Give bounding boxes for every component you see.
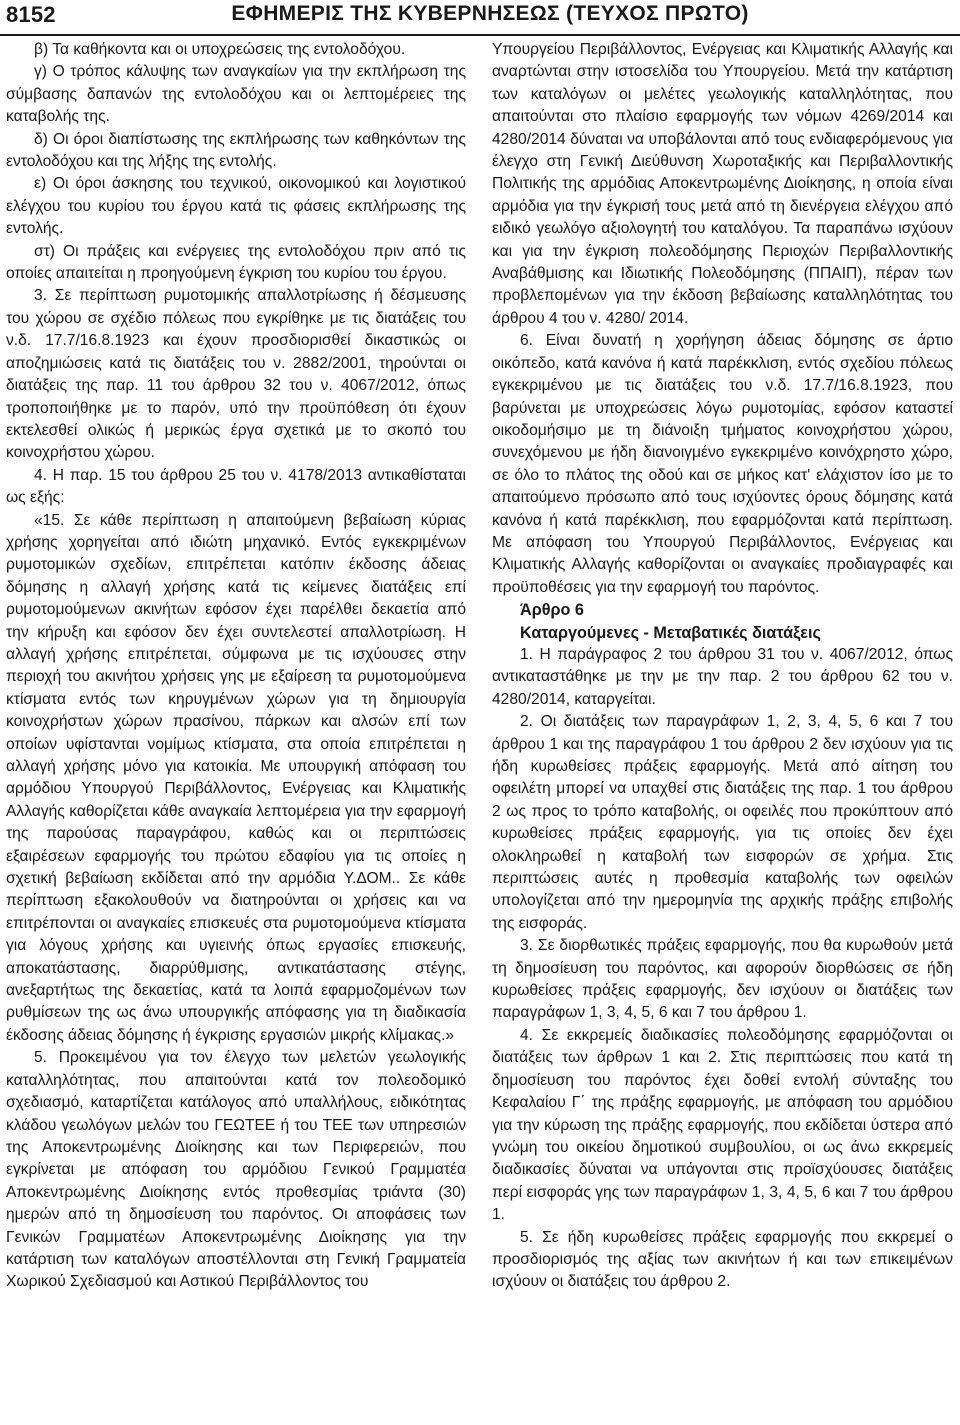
gazette-title: ΕΦΗΜΕΡΙΣ ΤΗΣ ΚΥΒΕΡΝΗΣΕΩΣ (ΤΕΥΧΟΣ ΠΡΩΤΟ) [231,2,749,25]
paragraph: 6. Είναι δυνατή η χορήγηση άδειας δόμησης σε άρτιο οικόπεδο, κατά κανόνα ή κατά παρέκκλιση, εντός σχεδίου πόλεως εγκεκριμένου με τις διατάξεις του ν.δ. 17.7/16.8.1923, που βαρύνεται με υποχρεώσεις λόγω ρυμοτομίας, εφόσον καταστεί οικοδομήσιμο με τη διάνοιξη τμήματος κοινοχρήστου χώρου, συνεχόμενου με ήδη διανοιγμένο εγκεκριμένο κοινόχρηστο χώρο, σε όλο το πλάτος της οδού και σε μήκος κατ' ελάχιστον ίσο με το απαιτούμενο πρόσωπο από τους ισχύοντες όρους δόμησης κατά κανόνα ή κατά παρέκκλιση, που εφαρμόζονται κατά περίπτωση. Με απόφαση του Υπουργού Περιβάλλοντος, Ενέργειας και Κλιματικής Αλλαγής καθορίζονται οι αναγκαίες προδιαγραφές και προϋποθέσεις για την εφαρμογή του παρόντος. [492,332,953,596]
page-number: 8152 [6,2,56,27]
header-rule [0,34,960,36]
article-title: Άρθρο 6 [520,601,584,620]
paragraph: γ) Ο τρόπος κάλυψης των αναγκαίων για την εκπλήρωση της σύμβασης δαπανών της εντολοδόχου και οι λεπτομέρειες της καταβολής της. [6,63,466,126]
paragraph: 5. Προκειμένου για τον έλεγχο των μελετών γεωλογικής καταλληλότητας, που απαιτούνται κατά τον πολεοδομικό σχεδιασμό, καταρτίζεται κατάλογος από υπαλλήλους, ειδικότητας κλάδου γεωλόγων μελών του ΓΕΩΤΕΕ ή του ΤΕΕ των υπηρεσιών της Αποκεντρωμένης Διοίκησης και των Περιφερειών, που εγκρίνεται με απόφαση του αρμόδιου Γενικού Γραμματέα Αποκεντρωμένης Διοίκησης εντός προθεσμίας τριάντα (30) ημερών από τη δημοσίευση του παρόντος. Οι αποφάσεις των Γενικών Γραμματέων Αποκεντρωμένης Διοίκησης για την κατάρτιση των καταλόγων αποστέλλονται στη Γενική Γραμματεία Χωρικού Σχεδιασμού και Αστικού Περιβάλλοντος του [6,1049,466,1291]
paragraph: 3. Σε περίπτωση ρυμοτομικής απαλλοτρίωσης ή δέσμευσης του χώρου σε σχέδιο πόλεως που εγκρίθηκε με τις διατάξεις του ν.δ. 17.7/16.8.1923 και έχουν προσδιορισθεί δικαστικώς οι αποζημιώσεις κατά τις διατάξεις του ν. 2882/2001, τηρούνται οι διατάξεις της παρ. 11 του άρθρου 32 του ν. 4067/2012, όπως τροποποιήθηκε με το παρόν, υπό την προϋπόθεση ότι έχουν εκτελεσθεί ολικώς ή μερικώς έργα σχετικά με το σκοπό του κοινοχρήστου χώρου. [6,287,466,462]
paragraph: 1. Η παράγραφος 2 του άρθρου 31 του ν. 4067/2012, όπως αντικαταστάθηκε με την με την παρ. 2 του άρθρου 62 του ν. 4280/2014, καταργείται. [492,645,953,708]
paragraph: δ) Οι όροι διαπίστωσης της εκπλήρωσης των καθηκόντων της εντολοδόχου και της λήξης της εντολής. [6,130,466,171]
left-column [6,39,466,1419]
paragraph: 3. Σε διορθωτικές πράξεις εφαρμογής, που θα κυρωθούν μετά τη δημοσίευση του παρόντος, και αφορούν διορθώσεις σε ήδη κυρωθείσες πράξεις εφαρμογής, δεν ισχύουν οι διατάξεις των παραγράφων 1, 3, 4, 5, 6 και 7 του άρθρου 1. [492,937,953,1022]
paragraph: «15. Σε κάθε περίπτωση η απαιτούμενη βεβαίωση κύριας χρήσης χορηγείται από ιδιώτη μηχανικό. Εντός εγκεκριμένων ρυμοτομικών σχεδίων, επιτρέπεται κατόπιν έκδοσης άδειας δόμησης η αλλαγή χρήσης κατά τις κείμενες διατάξεις επί ρυμοτομούμενων ακινήτων εφόσον έχει παρέλθει δεκαετία από την κήρυξη και εφόσον δεν έχει συντελεστεί απαλλοτρίωση. Η αλλαγή χρήσης επιτρέπεται, σύμφωνα με τις ισχύουσες στην περιοχή του ακινήτου χρήσεις γης με εξαίρεση τα ρυμοτομούμενα κτίσματα εντός των κηρυγμένων χώρων για τη δημιουργία κοινοχρήστων χώρων πρασίνου, πάρκων και αλσών επί των οποίων υφίστανται νομίμως κτίσματα, στα οποία επιτρέπεται η αλλαγή χρήσης μόνο για κατοικία. Με υπουργική απόφαση του αρμόδιου Υπουργού Περιβάλλοντος, Ενέργειας και Κλιματικής Αλλαγής καθορίζεται κάθε αναγκαία λεπτομέρεια για την εφαρμογή της παρούσας παραγράφου, καθώς και οι περιπτώσεις εξαιρέσεων εφαρμογής του πρώτου εδαφίου για τις οποίες η σχετική βεβαίωση εκδίδεται από την αρμόδια Υ.ΔΟΜ.. Σε κάθε περίπτωση εξακολουθούν να διατηρούνται οι χρήσεις και να επιτρέπονται οι αναγκαίες επισκευές στα ρυμοτομούμενα κτίσματα για λόγους χρήσης και υγιεινής όπως εργασίες επισκευής, αποκατάστασης, διαρρύθμισης, αντικατάστασης στέγης, ανεξαρτήτως της δεκαετίας, κατά τα λοιπά εφαρμοζομένων των ρυθμίσεων της ως άνω υπουργικής απόφασης για τη διαδικασία έκδοσης άδειας δόμησης ή έγκρισης εργασιών μικρής κλίμακας.» [6,511,466,1044]
right-column [492,39,953,1419]
page-header [0,0,960,38]
paragraph: β) Τα καθήκοντα και οι υποχρεώσεις της εντολοδόχου. [34,41,406,58]
paragraph-continuation: Υπουργείου Περιβάλλοντος, Ενέργειας και Κλιματικής Αλλαγής και αναρτώνται στην ιστοσελίδα του Υπουργείου. Μετά την κατάρτιση των καταλόγων οι μελέτες γεωλογικής καταλληλότητας, που απαιτούνται στο πλαίσιο εφαρμογής των νόμων 4269/2014 και 4280/2014 δύναται να υποβάλονται από τους ενδιαφερόμενους για έλεγχο στη Γενική Διεύθυνση Χωροταξικής και Περιβαλλοντικής Πολιτικής της αρμόδιας Αποκεντρωμένης Διοίκησης, η οποία είναι αρμόδια για την έγκρισή τους μετά από τη διενέργεια ελέγχου από ειδικό γεωλόγο αξιολογητή του καταλόγου. Τα παραπάνω ισχύουν και για την έγκριση πολεοδόμησης Περιοχών Περιβαλλοντικής Αναβάθμισης και Ιδιωτικής Πολεοδόμησης (ΠΠΑΙΠ), πέραν των προβλεπομένων για την έκδοση βεβαίωσης καταλληλότητας του άρθρου 4 του ν. 4280/ 2014. [492,41,953,327]
paragraph: 4. Σε εκκρεμείς διαδικασίες πολεοδόμησης εφαρμόζονται οι διατάξεις των άρθρων 1 και 2. Στις περιπτώσεις που κατά τη δημοσίευση του παρόντος έχει δοθεί εντολή σύνταξης του Κεφαλαίου Γ΄ της πράξης εφαρμογής, με απόφαση του αρμόδιου για την κύρωση της πράξης εφαρμογής, που εκδίδεται ύστερα από γνώμη του οικείου δημοτικού συμβουλίου, οι ως άνω εκκρεμείς διαδικασίες δύναται να υπάγονται στις προϊσχύουσες διατάξεις περί εισφοράς γης των παραγράφων 1, 3, 4, 5, 6 και 7 του άρθρου 1. [492,1026,953,1224]
paragraph: 4. Η παρ. 15 του άρθρου 25 του ν. 4178/2013 αντικαθίσταται ως εξής: [6,466,466,507]
paragraph: στ) Οι πράξεις και ενέργειες της εντολοδόχου πριν από τις οποίες απαιτείται η προηγούμενη έγκριση του κυρίου του έργου. [6,242,466,283]
article-subtitle: Καταργούμενες - Μεταβατικές διατάξεις [520,623,821,642]
paragraph: 2. Οι διατάξεις των παραγράφων 1, 2, 3, 4, 5, 6 και 7 του άρθρου 1 και της παραγράφου 1 του άρθρου 2 δεν ισχύουν για τις ήδη κυρωθείσες πράξεις εφαρμογής. Μετά από αίτηση του οφειλέτη μπορεί να υπαχθεί στις διατάξεις της παρ. 1 του άρθρου 2 ως προς το τρόπο καταβολής, οι οφειλές που προκύπτουν από κυρωθείσες πράξεις εφαρμογής, για τις οποίες δεν έχει ολοκληρωθεί η καταβολή των εισφορών σε χρήμα. Στις περιπτώσεις αυτές η προθεσμία καταβολής των οφειλών υπολογίζεται από την ημερομηνία της αρχικής πράξης επιβολής της εισφοράς. [492,713,953,932]
paragraph: 5. Σε ήδη κυρωθείσες πράξεις εφαρμογής που εκκρεμεί ο προσδιορισμός της αξίας των ακινήτων ή και των επικειμένων ισχύουν οι διατάξεις του άρθρου 2. [492,1228,953,1291]
paragraph: ε) Οι όροι άσκησης του τεχνικού, οικονομικού και λογιστικού ελέγχου του κυρίου του έργου κατά τις φάσεις εκπλήρωσης της εντολής. [6,175,466,238]
